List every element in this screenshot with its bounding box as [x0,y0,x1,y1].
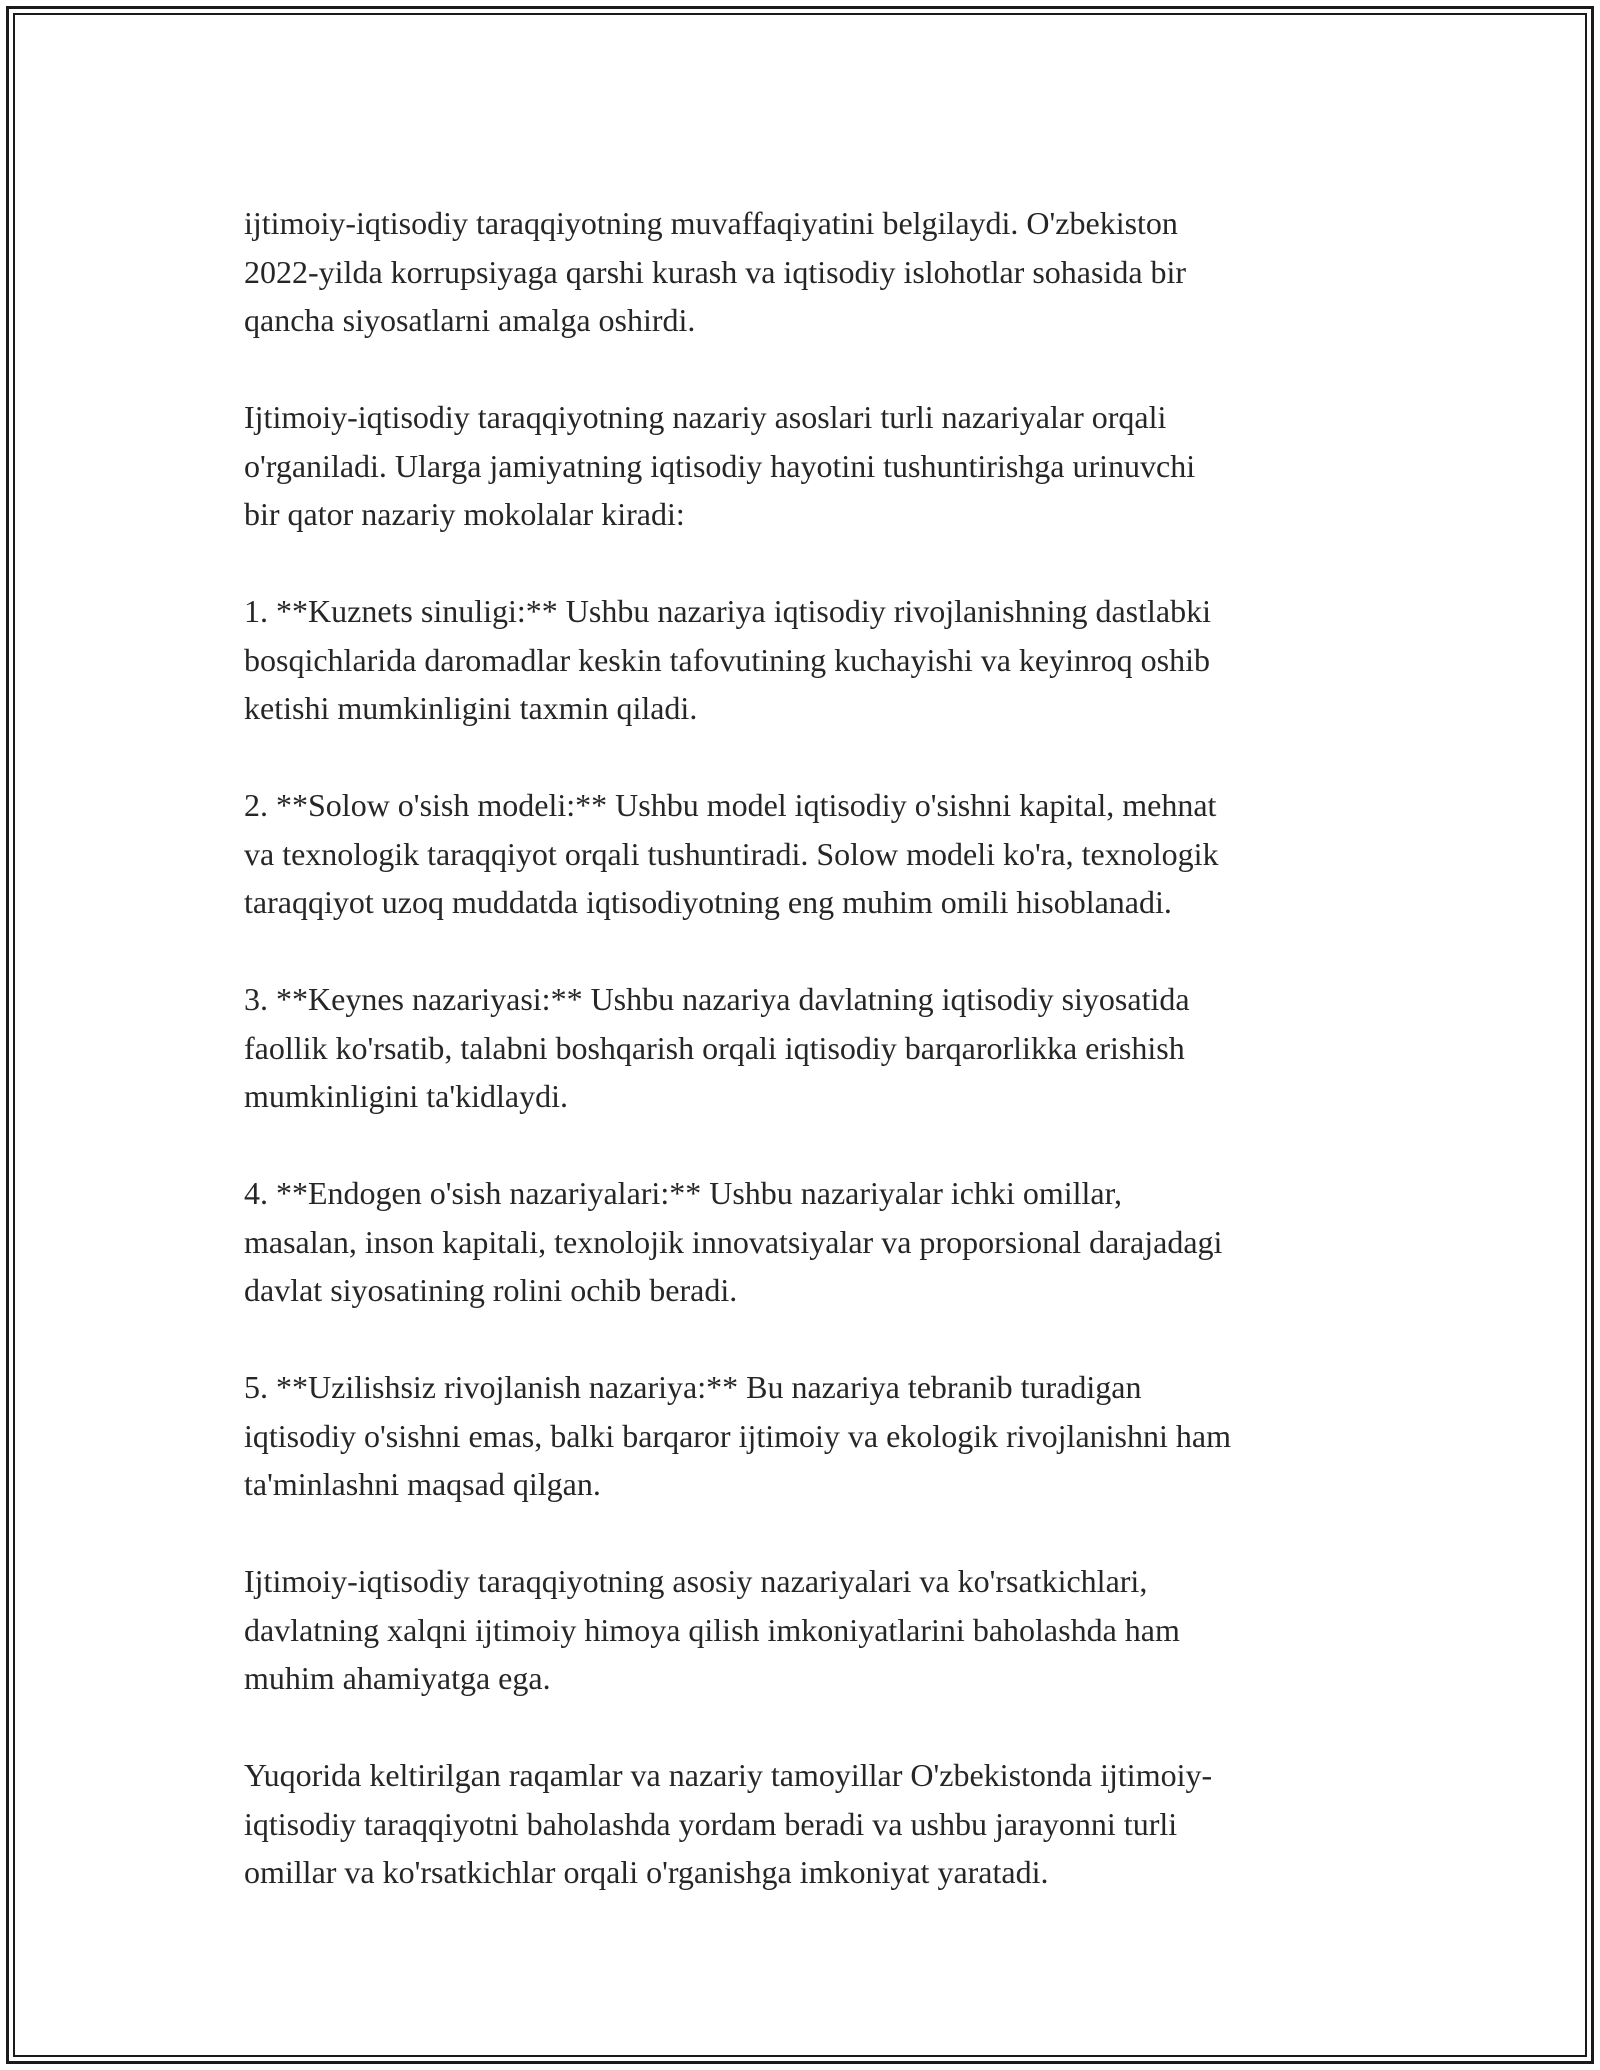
list-item-keynes: 3. **Keynes nazariyasi:** Ushbu nazariya davlatning iqtisodiy siyosatida faollik ko'rsatib, talabni boshqarish orqali iqtisodiy barqarorlikka erishish mumkinligini ta'kidlaydi. [244,981,1190,1114]
list-item-kuznets: 1. **Kuznets sinuligi:** Ushbu nazariya iqtisodiy rivojlanishning dastlabki bosqichlarida daromadlar keskin tafovutining kuchayishi va keyinroq oshib ketishi mumkinligini taxmin qiladi. [244,593,1211,726]
list-item-sustainable-development: 5. **Uzilishsiz rivojlanish nazariya:** Bu nazariya tebranib turadigan iqtisodiy o'sishni emas, balki barqaror ijtimoiy va ekologik rivojlanishni ham ta'minlashni maqsad qilgan. [244,1369,1231,1502]
list-item-endogen: 4. **Endogen o'sish nazariyalari:** Ushbu nazariyalar ichki omillar, masalan, inson kapitali, texnolojik innovatsiyalar va proporsional darajadagi davlat siyosatining rolini ochib beradi. [244,1175,1223,1308]
page-frame [6,6,1594,2064]
page-content [244,199,1384,1945]
paragraph-intro-continuation: ijtimoiy-iqtisodiy taraqqiyotning muvaffaqiyatini belgilaydi. O'zbekiston 2022-yilda korrupsiyaga qarshi kurash va iqtisodiy islohotlar sohasida bir qancha siyosatlarni amalga oshirdi. [244,205,1187,338]
list-item-solow: 2. **Solow o'sish modeli:** Ushbu model iqtisodiy o'sishni kapital, mehnat va texnologik taraqqiyot orqali tushuntiradi. Solow modeli ko'ra, texnologik taraqqiyot uzoq muddatda iqtisodiyotning eng muhim omili hisoblanadi. [244,787,1219,920]
paragraph-conclusion: Yuqorida keltirilgan raqamlar va nazariy tamoyillar O'zbekistonda ijtimoiy- iqtisodiy taraqqiyotni baholashda yordam beradi va ushbu jarayonni turli omillar va ko'rsatkichlar orqali o'rganishga imkoniyat yaratadi. [244,1757,1213,1890]
paragraph-theoretical-foundations: Ijtimoiy-iqtisodiy taraqqiyotning nazariy asoslari turli nazariyalar orqali o'rganiladi. Ularga jamiyatning iqtisodiy hayotini tushuntirishga urinuvchi bir qator nazariy mokolalar kiradi: [244,399,1196,532]
paragraph-indicators: Ijtimoiy-iqtisodiy taraqqiyotning asosiy nazariyalari va ko'rsatkichlari, davlatning xalqni ijtimoiy himoya qilish imkoniyatlarini baholashda ham muhim ahamiyatga ega. [244,1563,1180,1696]
